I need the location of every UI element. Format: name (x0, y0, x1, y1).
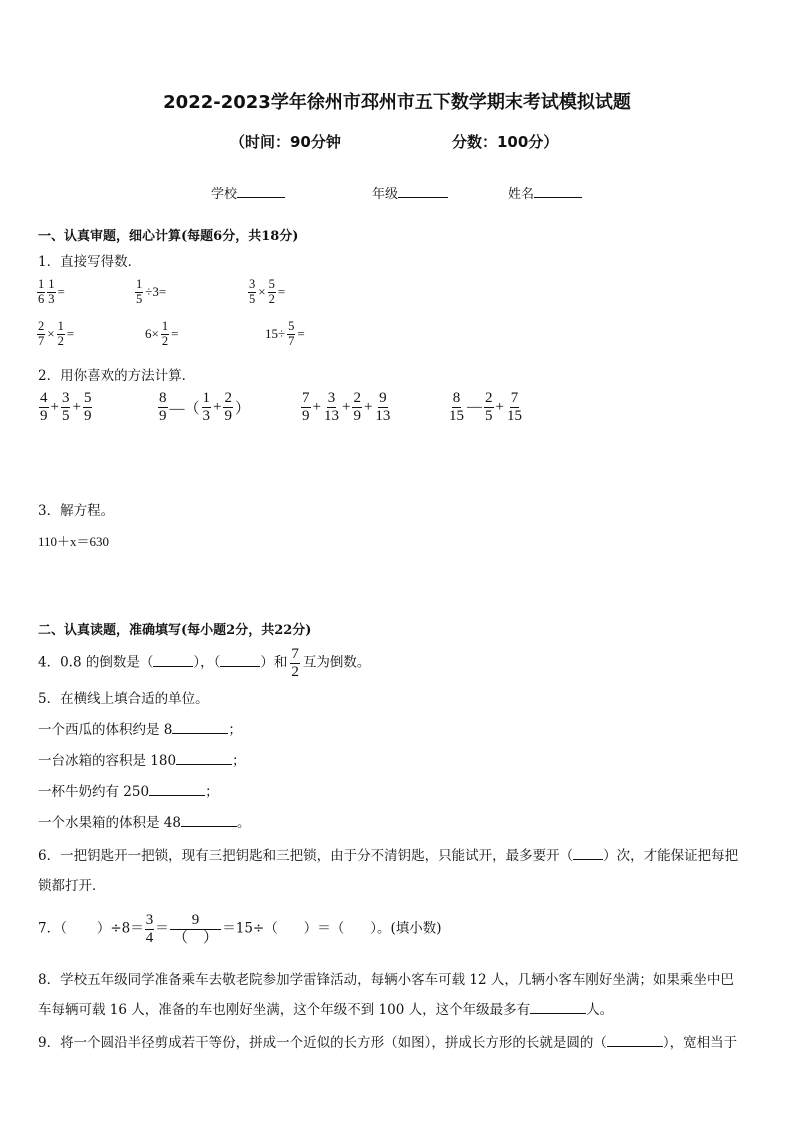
calc-1c: $\frac{3}{5}$ × $\frac{5}{2}$ = (249, 277, 286, 306)
school-blank[interactable] (237, 197, 285, 198)
section2-heading: 二、认真读题，准确填写(每小题2分，共22分) (38, 623, 312, 638)
q5-item-4: 一个水果箱的体积是 48 。 (38, 815, 251, 831)
calc-1a: $\frac{1}{6}$ $\frac{1}{3}$ = (38, 277, 65, 306)
q5-item-2: 一台冰箱的容积是 180 ； (38, 753, 246, 769)
exam-time: （时间：90分钟 (230, 133, 341, 151)
name-field[interactable] (508, 183, 582, 202)
exam-score: 分数：100分） (452, 133, 559, 151)
calc-1d: $\frac{2}{7}$ × $\frac{1}{2}$ = (38, 319, 75, 348)
question-3: 3．解方程。 (38, 503, 115, 519)
q5-item-3: 一杯牛奶约有 250 ； (38, 784, 219, 800)
grade-label: 年级 (372, 187, 399, 202)
question-5: 5．在横线上填合适的单位。 (38, 691, 209, 707)
equation: 110＋x＝630 (38, 534, 110, 549)
calc-2b: $\frac{8}{9}$ —（ $\frac{1}{3}$ + $\frac{2}{9}$ ） (159, 390, 250, 424)
name-blank[interactable] (534, 197, 582, 198)
calc-1f: 15÷ $\frac{5}{7}$ = (265, 319, 305, 348)
question-1: 1．直接写得数． (38, 254, 142, 270)
question-8-cont: 车每辆可载 16 人，准备的车也刚好坐满，这个年级不到 100 人，这个年级最多有 人。 (38, 1002, 614, 1018)
page-title: 2022-2023学年徐州市邳州市五下数学期末考试模拟试题 (163, 92, 631, 113)
grade-blank[interactable] (398, 197, 448, 198)
question-6-cont: 锁都打开． (38, 878, 106, 894)
q5-item-1: 一个西瓜的体积约是 8 ； (38, 722, 242, 738)
calc-2d: $\frac{8}{15}$ — $\frac{2}{5}$ + $\frac{7}{15}$ (449, 390, 522, 424)
grade-field[interactable] (372, 183, 448, 202)
question-4: 4．0.8 的倒数是（ ），（ ）和 $\frac{7}{2}$ 互为倒数。 (38, 646, 371, 680)
question-2: 2．用你喜欢的方法计算． (38, 368, 196, 384)
name-label: 姓名 (508, 187, 535, 202)
question-7: 7．（ ）÷8＝ $\frac{3}{4}$ ＝ $\frac{9}{( )}$ ＝15÷（ ）＝（ ）。(填小数) (38, 912, 442, 946)
school-field[interactable] (211, 183, 285, 202)
school-label: 学校 (211, 187, 238, 202)
calc-1b: $\frac{1}{5}$ ÷3= (136, 277, 167, 306)
question-6: 6．一把钥匙开一把锁，现有三把钥匙和三把锁，由于分不清钥匙，只能试开，最多要开（ ）次，才能保证把每把 (38, 848, 739, 864)
section1-heading: 一、认真审题，细心计算(每题6分，共18分) (38, 229, 299, 244)
question-9: 9．将一个圆沿半径剪成若干等份，拼成一个近似的长方形（如图），拼成长方形的长就是圆的（ ），宽相当于 (38, 1035, 738, 1051)
calc-2a: $\frac{4}{9}$ + $\frac{3}{5}$ + $\frac{5}{9}$ (40, 390, 92, 424)
question-8: 8．学校五年级同学准备乘车去敬老院参加学雷锋活动，每辆小客车可载 12 人，几辆小客车刚好坐满；如果乘坐中巴 (38, 972, 734, 988)
calc-2c: $\frac{7}{9}$ + $\frac{3}{13}$ + $\frac{2}{9}$ + $\frac{9}{13}$ (302, 390, 391, 424)
calc-1e: 6× $\frac{1}{2}$ = (145, 319, 179, 348)
